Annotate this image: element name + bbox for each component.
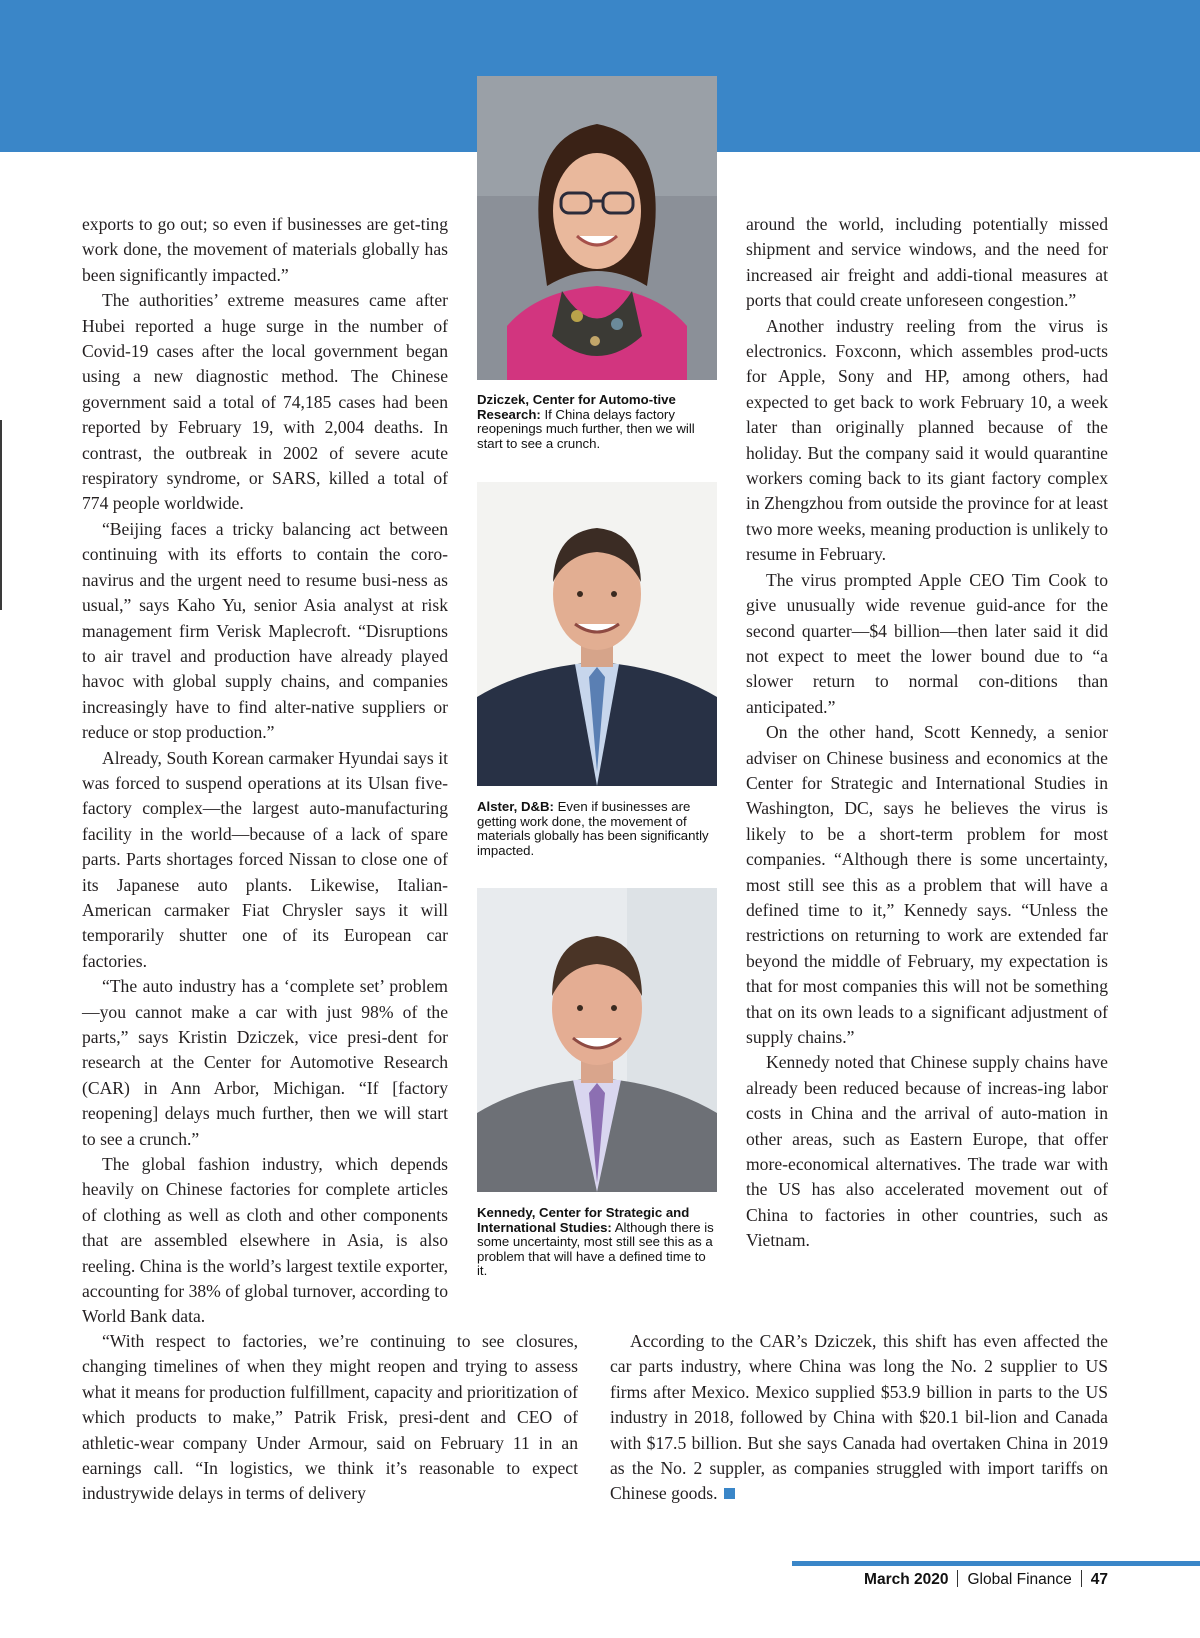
photo-caption [477, 800, 717, 858]
paragraph: The global fashion industry, which depends heavily on Chinese factories for complete articles of clothing as well as cloth and other components that are assembled elsewhere in Asia, is also reeling. China is the world’s largest textile exporter, accounting for 38% of global turnover, according to World Bank data. [82, 1154, 448, 1327]
caption-lead: Dziczek, Center for Automo-tive Research: [477, 392, 676, 422]
paragraph: Already, South Korean carmaker Hyundai says it was forced to suspend operations at its Ulsan five-factory complex—the largest auto-manufacturing facility in the world—because of a lack of spare parts. Parts shortages forced Nissan to close one of its Japanese auto plants. Likewise, Italian-American carmaker Fiat Chrysler says it will temporarily shutter one of its European car factories. [82, 747, 448, 971]
footer-divider [1081, 1570, 1082, 1587]
photo-caption [477, 1206, 717, 1279]
caption-lead: Kennedy, Center for Strategic and International Studies: [477, 1205, 690, 1235]
article-bottom-left [82, 1329, 578, 1507]
photo-caption [477, 393, 717, 451]
paragraph: “With respect to factories, we’re continuing to see closures, changing timelines of when they might reopen and trying to assess what it means for production fulfillment, capacity and prioritization of which products to make,” Patrik Frisk, presi-dent and CEO of athletic-wear company Under Armour, said on February 11 in an earnings call. “In logistics, we think it’s reasonable to expect industrywide delays in terms of delivery [82, 1331, 578, 1504]
page-number: 47 [1090, 1571, 1108, 1588]
page-footer [864, 1570, 1108, 1589]
caption-text: If China delays factory reopenings much further, then we will start to see a crunch. [477, 406, 695, 451]
caption-lead: Alster, D&B: [477, 799, 554, 814]
paragraph: The virus prompted Apple CEO Tim Cook to give unusually wide revenue guid-ance for the second quarter—$4 billion—then later said it did not expect to meet the lower bound due to “a slower return to normal con-ditions than anticipated.” [746, 569, 1108, 717]
paragraph: On the other hand, Scott Kennedy, a senior adviser on Chinese business and economics at the Center for Strategic and International Studies in Washington, DC, says he believes the virus is likely to be a short-term problem for most companies. “Although there is some uncertainty, most still see this as a problem that will have a defined time to it,” Kennedy says. “Unless the restrictions on returning to work are extended far beyond the middle of February, my expectation is that for most companies this will not be something that on its own leads to a significant adjustment of supply chains.” [746, 722, 1108, 1047]
caption-text: Even if businesses are getting work done, the movement of materials globally has been significantly impacted. [477, 799, 709, 858]
paragraph: around the world, including potentially missed shipment and service windows, and the need for increased air freight and addi-tional measures at ports that could create unforeseen congestion.” [746, 214, 1108, 311]
publication-name: Global Finance [967, 1571, 1072, 1588]
article-column-right [746, 212, 1108, 1254]
paragraph-text: According to the CAR’s Dziczek, this shift has even affected the car parts industry, where China was long the No. 2 supplier to US firms after Mexico. Mexico supplied $53.9 billion in parts to the US industry in 2018, followed by China with $20.1 bil-lion and Canada with $17.5 billion. But she says Canada had overtaken China in 2019 as the No. 2 suppler, as companies struggled with import tariffs on Chinese goods. [610, 1331, 1108, 1504]
portrait-photo-alster [477, 482, 717, 786]
issue-date: March 2020 [864, 1571, 949, 1588]
article-bottom-right [610, 1329, 1108, 1507]
paragraph: Another industry reeling from the virus is electronics. Foxconn, which assembles prod-ucts for Apple, Sony and HP, among others, had expected to get back to work February 10, a week later than originally planned because of the holiday. But the company said it would quarantine workers coming back to its giant factory complex in Zhengzhou from outside the province for at least two more weeks, meaning production is unlikely to resume in February. [746, 315, 1108, 565]
caption-text: Although there is some uncertainty, most still see this as a problem that will have a defined time to it. [477, 1219, 714, 1279]
footer-divider [957, 1570, 958, 1587]
portrait-photo-dziczek [477, 76, 717, 380]
paragraph: Kennedy noted that Chinese supply chains have already been reduced because of increas-ing labor costs in China and the arrival of auto-mation in other areas, such as Eastern Europe, that offer more-economical alternatives. The trade war with the US has also accelerated movement out of China to factories in other countries, such as Vietnam. [746, 1052, 1108, 1251]
portrait-photo-kennedy [477, 888, 717, 1192]
paragraph [610, 1329, 1108, 1507]
footer-rule [792, 1561, 1200, 1566]
article-column-left [82, 212, 448, 1330]
page-edge-mark [0, 420, 2, 610]
paragraph: The authorities’ extreme measures came after Hubei reported a huge surge in the number of Covid-19 cases after the local government began using a new diagnostic method. The Chinese government said a total of 74,185 cases had been reported by February 19, with 2,004 deaths. In contrast, the outbreak in 2002 of severe acute respiratory syndrome, or SARS, killed a total of 774 people worldwide. [82, 290, 448, 514]
paragraph: exports to go out; so even if businesses are get-ting work done, the movement of materials globally has been significantly impacted.” [82, 214, 448, 285]
paragraph: “Beijing faces a tricky balancing act between continuing with its efforts to contain the coro-navirus and the urgent need to resume busi-ness as usual,” says Kaho Yu, senior Asia analyst at risk management firm Verisk Maplecroft. “Disruptions to air travel and production have already played havoc with global supply chains, and companies increasingly have to find alter-native suppliers or reduce or stop production.” [82, 518, 448, 743]
end-of-article-icon [724, 1488, 735, 1499]
paragraph: “The auto industry has a ‘complete set’ problem—you cannot make a car with just 98% of the parts,” says Kristin Dziczek, vice presi-dent for research at the Center for Automotive Research (CAR) in Ann Arbor, Michigan. “If [factory reopening] delays much further, then we will start to see a crunch.” [82, 976, 448, 1149]
